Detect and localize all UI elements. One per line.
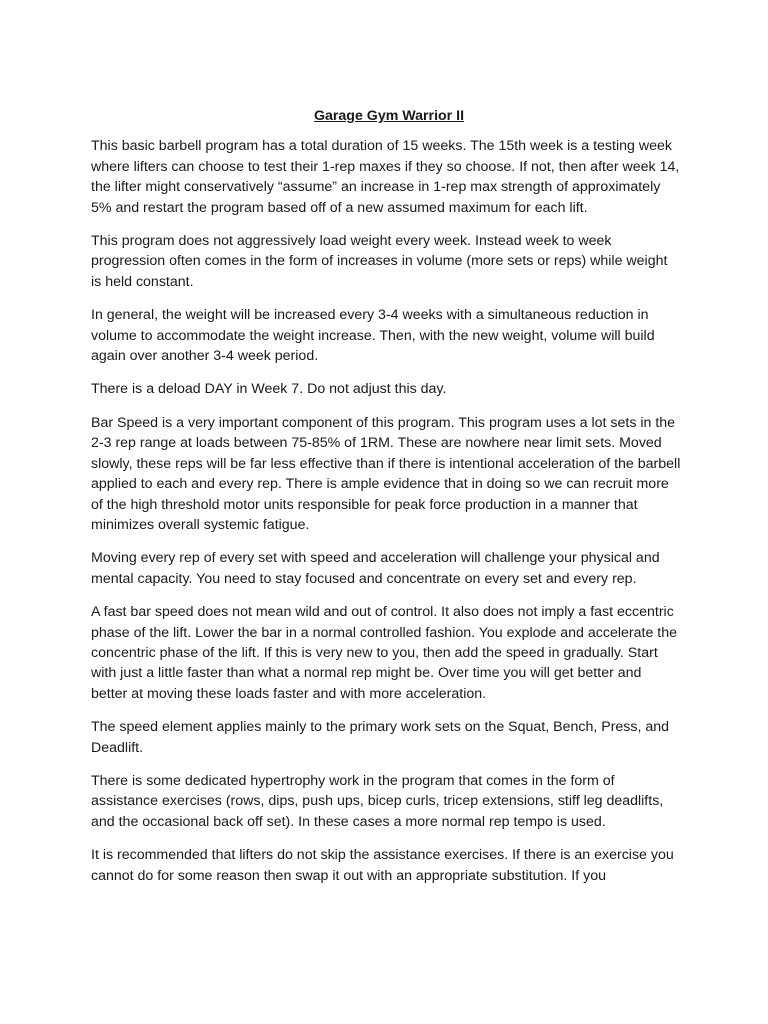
paragraph-weekly-loading: This program does not aggressively load weight every week. Instead week to week progression often comes in the form of increases in volume (more sets or reps) while weight is held constant. [91, 233, 668, 290]
paragraph-fast-bar-speed: A fast bar speed does not mean wild and out of control. It also does not imply a fast eccentric phase of the lift. Lower the bar in a normal controlled fashion. You explode and accelerate the concentric phase of the lift. If this is very new to you, then add the speed in gradually. Start with just a little faster than what a normal rep might be. Over time you will get better and better at moving these loads faster and with more acceleration. [91, 604, 678, 702]
paragraph-program-duration: This basic barbell program has a total duration of 15 weeks. The 15th week is a testing week where lifters can choose to test their 1-rep maxes if they so choose. If not, then after week 14, the lifter might conservatively “assume” an increase in 1-rep max strength of approximately 5% and restart the program based off of a new assumed maximum for each lift. [91, 138, 680, 216]
document-title: Garage Gym Warrior II [313, 108, 465, 124]
paragraph-deload-day: There is a deload DAY in Week 7. Do not adjust this day. [91, 381, 447, 398]
paragraph-assistance-exercises: It is recommended that lifters do not skip the assistance exercises. If there is an exercise you cannot do for some reason then swap it out with an appropriate substitution. If you [91, 847, 674, 884]
paragraph-bar-speed: Bar Speed is a very important component of this program. This program uses a lot sets in the 2-3 rep range at loads between 75-85% of 1RM. These are nowhere near limit sets. Moved slowly, these reps will be far less effective than if there is intentional acceleration of the barbell applied to each and every rep. There is ample evidence that in doing so we can recruit more of the high threshold motor units responsible for peak force production in a manner that minimizes overall systemic fatigue. [91, 414, 681, 533]
paragraph-weight-increase: In general, the weight will be increased every 3-4 weeks with a simultaneous reduction in volume to accommodate the weight increase. Then, with the new weight, volume will build again over another 3-4 week period. [91, 307, 655, 365]
paragraph-speed-element: The speed element applies mainly to the primary work sets on the Squat, Bench, Press, and Deadlift. [91, 719, 670, 756]
paragraph-speed-acceleration: Moving every rep of every set with speed and acceleration will challenge your physical and mental capacity. You need to stay focused and concentrate on every set and every rep. [91, 550, 660, 587]
paragraph-hypertrophy-work: There is some dedicated hypertrophy work in the program that comes in the form of assistance exercises (rows, dips, push ups, bicep curls, tricep extensions, stiff leg deadlifts, and the occasional back off set). In these cases a more normal rep tempo is used. [91, 772, 664, 830]
document-body [91, 106, 681, 886]
